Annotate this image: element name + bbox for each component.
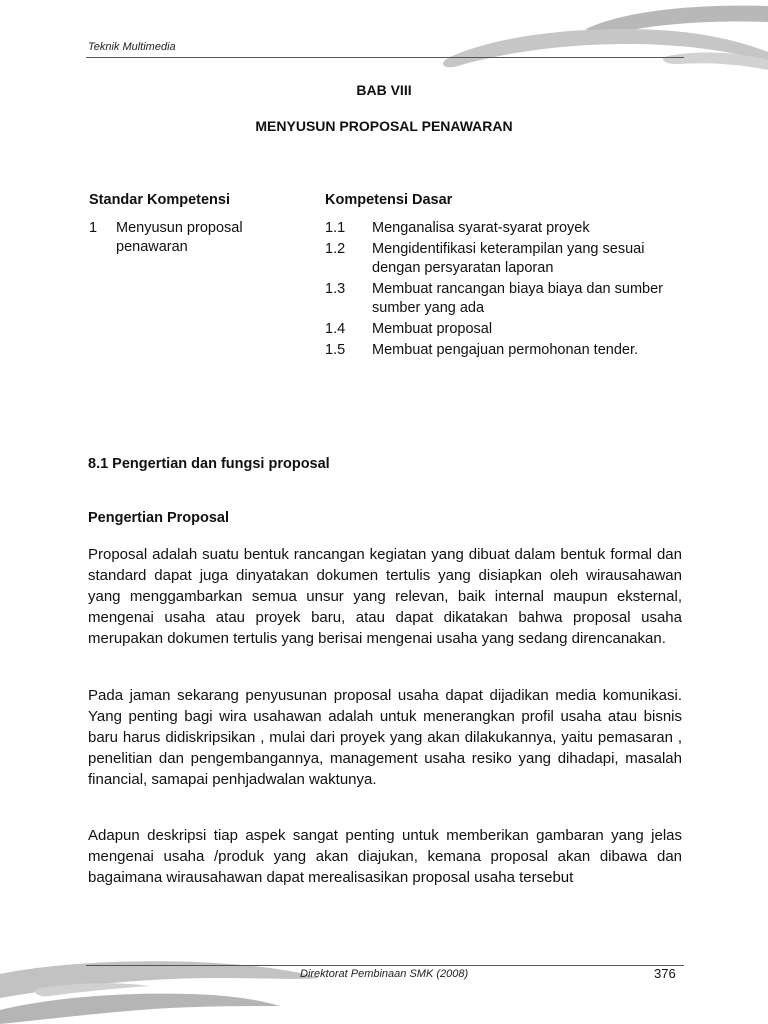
chapter-title: MENYUSUN PROPOSAL PENAWARAN bbox=[255, 118, 513, 134]
basic-item-text: Membuat pengajuan permohonan tender. bbox=[372, 342, 639, 358]
basic-item-number: 1.2 bbox=[325, 241, 346, 257]
body-paragraph: Pada jaman sekarang penyusunan proposal usaha dapat dijadikan media komunikasi. Yang penting bagi wira usahawan adalah untuk menerangkan profil usaha atau bisnis baru harus didiskripsikan , mulai dari proyek yang akan dilakukannya, yaitu pemasaran , penelitian dan pengembangannya, management usaha resiko yang dihadapi, masalah financial, samapai penhjadwalan waktunya. bbox=[88, 687, 682, 788]
header-divider bbox=[86, 57, 684, 58]
basic-competency-item bbox=[325, 240, 685, 278]
basic-item-text: Mengidentifikasi keterampilan yang sesuai dengan persyaratan laporan bbox=[372, 241, 645, 276]
header-swoosh-decoration bbox=[438, 0, 768, 75]
standard-item-text: Menyusun proposal penawaran bbox=[116, 220, 243, 255]
basic-item-text: Membuat rancangan biaya biaya dan sumber sumber yang ada bbox=[372, 281, 663, 316]
basic-item-text: Menganalisa syarat-syarat proyek bbox=[372, 220, 590, 236]
basic-competency-item bbox=[325, 219, 685, 238]
basic-item-number: 1.5 bbox=[325, 342, 346, 358]
basic-item-number: 1.1 bbox=[325, 220, 346, 236]
basic-competency-list bbox=[325, 219, 685, 362]
footer-divider bbox=[86, 965, 684, 966]
running-header: Teknik Multimedia bbox=[88, 41, 176, 53]
section-heading: 8.1 Pengertian dan fungsi proposal bbox=[88, 456, 330, 472]
page-number: 376 bbox=[654, 966, 676, 981]
basic-item-number: 1.3 bbox=[325, 281, 346, 297]
basic-item-number: 1.4 bbox=[325, 321, 346, 337]
running-footer: Direktorat Pembinaan SMK (2008) bbox=[300, 968, 469, 980]
basic-competency-heading: Kompetensi Dasar bbox=[325, 192, 453, 208]
standard-item-number: 1 bbox=[89, 220, 98, 236]
basic-item-text: Membuat proposal bbox=[372, 321, 493, 337]
basic-competency-item bbox=[325, 280, 685, 318]
body-paragraph: Adapun deskripsi tiap aspek sangat penting untuk memberikan gambaran yang jelas mengenai usaha /produk yang akan diajukan, kemana proposal akan dibawa dan bagaimana wirausahawan dapat merealisasikan proposal usaha tersebut bbox=[88, 827, 682, 886]
subsection-heading: Pengertian Proposal bbox=[88, 510, 230, 526]
body-paragraph: Proposal adalah suatu bentuk rancangan kegiatan yang dibuat dalam bentuk formal dan standard dapat juga dinyatakan dokumen tertulis yang disiapkan oleh wirausahawan yang menggambarkan semua unsur yang relevan, baik internal maupun eksternal, mengenai usaha atau proyek baru, atau dapat dikatakan bahwa proposal usaha merupakan dokumen tertulis yang berisai mengenai usaha yang sedang direncanakan. bbox=[88, 546, 682, 647]
basic-competency-item bbox=[325, 320, 685, 339]
chapter-number: BAB VIII bbox=[356, 82, 412, 98]
basic-competency-item bbox=[325, 341, 685, 360]
standard-competency-heading: Standar Kompetensi bbox=[89, 192, 230, 208]
